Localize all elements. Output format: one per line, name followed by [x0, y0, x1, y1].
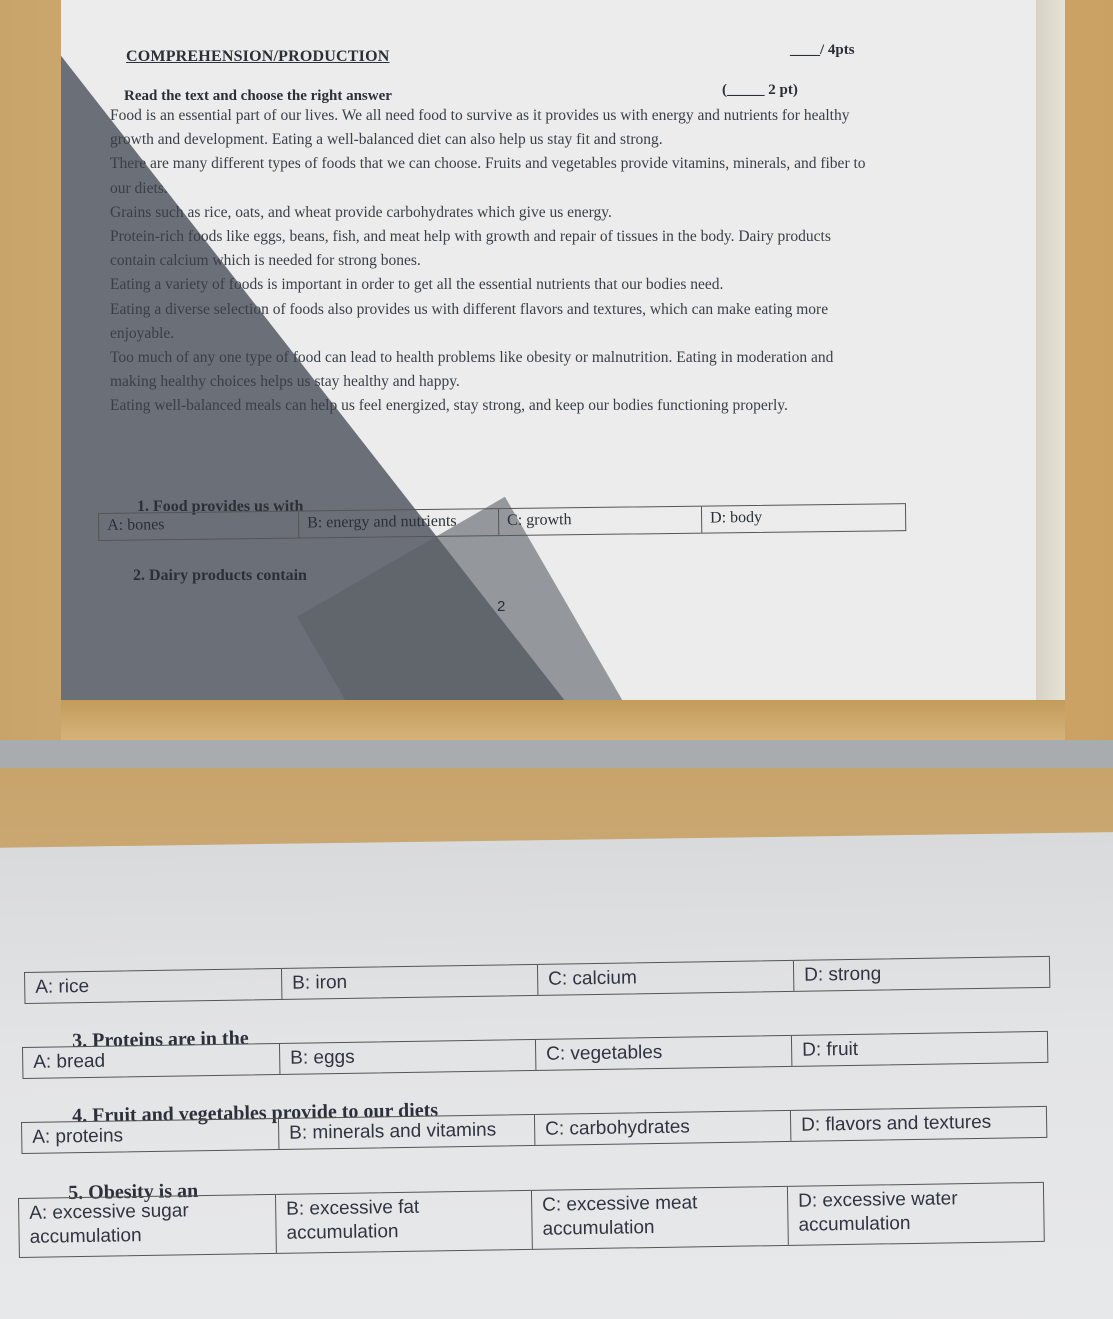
question-2: 2. Dairy products contain [133, 567, 307, 584]
photo-divider [0, 740, 1113, 770]
question-3: 3. Proteins are in the [72, 1027, 249, 1052]
reading-passage [110, 104, 880, 419]
passage-paragraph: Grains such as rice, oats, and wheat provide carbohydrates which give us energy. [110, 203, 612, 221]
passage-paragraph: Eating well-balanced meals can help us feel energized, stay strong, and keep our bodies functioning properly. [110, 397, 788, 415]
passage-paragraph: There are many different types of foods that we can choose. Fruits and vegetables provide vitamins, minerals, and fiber to our diets. [110, 155, 866, 197]
passage-paragraph: Food is an essential part of our lives. We all need food to survive as it provides us with energy and nutrients for healthy growth and development. Eating a well-balanced diet can also help us stay fit and strong. [110, 107, 850, 149]
section-title: COMPREHENSION/PRODUCTION [126, 48, 390, 65]
option-c[interactable]: C: growth [499, 507, 702, 535]
question-4: 4. Fruit and vegetables provide to our diets [72, 1099, 439, 1127]
option-c[interactable]: C: calcium [538, 961, 794, 995]
option-a[interactable]: A: bread [23, 1044, 280, 1078]
score-field: ____/ 4pts [790, 42, 855, 58]
page-number: 2 [497, 598, 506, 615]
instruction: Read the text and choose the right answer [124, 88, 392, 104]
option-d[interactable]: D: flavors and textures [800, 1111, 992, 1136]
question-5: 5. Obesity is an [68, 1179, 199, 1204]
page-edge-strip [1036, 0, 1065, 735]
option-b[interactable]: B: iron [282, 965, 538, 999]
option-d[interactable]: D: body [710, 508, 763, 527]
passage-paragraph: Eating a diverse selection of foods also provides us with different flavors and textures, which can make eating more enjoyable. [110, 300, 829, 342]
option-a[interactable]: A: bones [99, 512, 299, 540]
passage-paragraph: Protein-rich foods like eggs, beans, fish, and meat help with growth and repair of tissues in the body. Dairy products contain calcium which is needed for strong bones. [110, 228, 831, 270]
passage-paragraph: Too much of any one type of food can lead to health problems like obesity or malnutrition. Eating in moderation and making healthy choices helps us stay healthy and happy. [110, 349, 834, 391]
option-c[interactable]: C: carbohydrates [535, 1111, 791, 1145]
points-field: (_____ 2 pt) [722, 82, 798, 98]
option-d[interactable]: D: strong [803, 963, 882, 986]
option-c[interactable]: C: vegetables [536, 1036, 792, 1070]
table-surface [61, 700, 1065, 740]
option-a[interactable]: A: rice [25, 969, 282, 1003]
option-a[interactable]: A: excessive sugar accumulation [19, 1195, 277, 1257]
option-b[interactable]: B: minerals and vitamins [279, 1115, 535, 1149]
option-d[interactable]: D: excessive water accumulation [797, 1188, 958, 1236]
option-b[interactable]: B: eggs [280, 1040, 536, 1074]
option-d[interactable]: D: fruit [801, 1038, 859, 1061]
option-a[interactable]: A: proteins [22, 1119, 279, 1153]
option-c[interactable]: C: excessive meat accumulation [532, 1187, 789, 1249]
option-b[interactable]: B: excessive fat accumulation [276, 1191, 533, 1253]
option-b[interactable]: B: energy and nutrients [299, 509, 499, 537]
passage-paragraph: Eating a variety of foods is important in order to get all the essential nutrients that our bodies need. [110, 276, 724, 294]
question-1: 1. Food provides us with [137, 498, 304, 515]
